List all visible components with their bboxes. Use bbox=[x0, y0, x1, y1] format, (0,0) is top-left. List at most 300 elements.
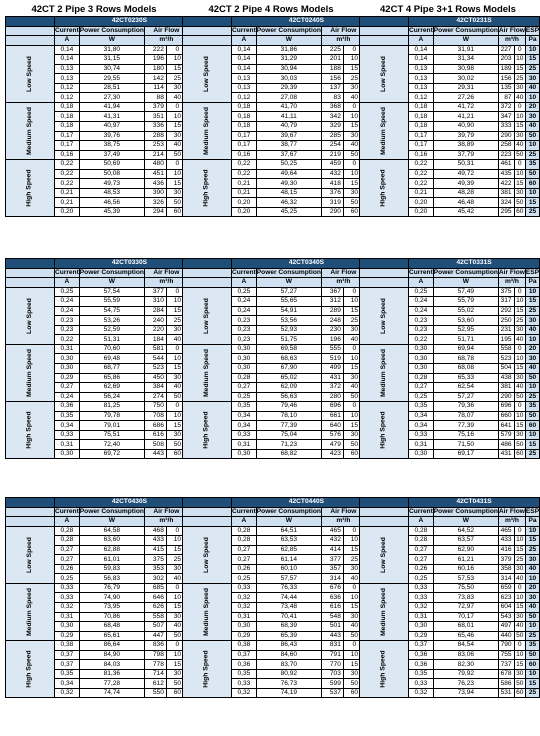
esp-value: 25 bbox=[516, 555, 524, 563]
esp-column-value: 10 bbox=[525, 669, 539, 679]
esp-column-value: 10 bbox=[525, 335, 539, 345]
header-power: Power Consumption bbox=[433, 26, 498, 34]
esp-value: 10 bbox=[166, 55, 188, 65]
airflow-value: 422 bbox=[498, 179, 514, 189]
airflow-value: 499 bbox=[321, 364, 343, 374]
table-row bbox=[6, 45, 205, 55]
current-value: 0,14 bbox=[231, 45, 256, 55]
current-value: 0,27 bbox=[54, 383, 79, 393]
model-cell-blank bbox=[360, 498, 409, 508]
current-value: 0,27 bbox=[231, 383, 256, 393]
unit-current: A bbox=[231, 36, 256, 46]
speed-label bbox=[183, 583, 232, 640]
current-value: 0,23 bbox=[54, 325, 79, 335]
power-value: 77,39 bbox=[256, 421, 321, 431]
power-value: 46,48 bbox=[433, 198, 498, 208]
current-value: 0,30 bbox=[408, 622, 433, 632]
current-value: 0,27 bbox=[54, 545, 79, 555]
airflow-value: 376 bbox=[321, 188, 343, 198]
airflow-value: 196 bbox=[144, 55, 166, 65]
current-value: 0,30 bbox=[54, 354, 79, 364]
esp-value: 30 bbox=[343, 430, 365, 440]
header-current: Current bbox=[231, 26, 256, 34]
esp-value: 15 bbox=[516, 122, 524, 130]
unit-current: A bbox=[231, 517, 256, 527]
speed-label-text: High Speed bbox=[25, 650, 33, 689]
header-current: Current bbox=[408, 268, 433, 276]
power-value: 31,34 bbox=[433, 55, 498, 65]
model-cell-blank bbox=[183, 17, 232, 27]
power-value: 73,48 bbox=[256, 603, 321, 613]
current-value: 0,16 bbox=[231, 150, 256, 160]
performance-table bbox=[182, 497, 382, 698]
airflow-value: 641 bbox=[498, 421, 514, 431]
current-value: 0,36 bbox=[231, 660, 256, 670]
esp-column-value: 25 bbox=[525, 631, 539, 641]
speed-label-text: High Speed bbox=[25, 169, 33, 208]
model-cell-blank bbox=[360, 17, 409, 27]
power-value: 37,67 bbox=[256, 150, 321, 160]
unit-current: A bbox=[54, 36, 79, 46]
esp-value: 15 bbox=[516, 364, 524, 372]
current-value: 0,32 bbox=[231, 593, 256, 603]
airflow-value: 222 bbox=[144, 45, 166, 55]
airflow-value: 326 bbox=[144, 198, 166, 208]
power-value: 46,56 bbox=[79, 198, 144, 208]
power-value: 30,03 bbox=[256, 74, 321, 84]
current-value: 0,22 bbox=[231, 160, 256, 170]
airflow-value: 284 bbox=[144, 306, 166, 316]
esp-value: 15 bbox=[516, 65, 524, 72]
power-value: 61,21 bbox=[433, 555, 498, 565]
unit-airflow: m³/h bbox=[321, 517, 365, 527]
power-value: 70,86 bbox=[79, 612, 144, 622]
esp-value: 15 bbox=[343, 603, 365, 613]
speed-label-text: High Speed bbox=[25, 411, 33, 450]
esp-value: 0 bbox=[343, 402, 365, 412]
airflow-value: 479 bbox=[321, 440, 343, 450]
esp-value: 0 bbox=[514, 160, 525, 170]
header-airflow: Air Flow bbox=[321, 26, 365, 36]
airflow-value: 156 bbox=[498, 74, 514, 84]
header-power: Power Consumption bbox=[433, 268, 498, 276]
airflow-value: 432 bbox=[321, 169, 343, 179]
esp-column-value: 40 bbox=[525, 325, 539, 335]
speed-label-text: Medium Speed bbox=[379, 588, 387, 637]
esp-value: 25 bbox=[516, 74, 524, 82]
table-row bbox=[6, 526, 205, 536]
speed-label bbox=[360, 402, 409, 459]
current-value: 0,31 bbox=[408, 612, 433, 622]
airflow-value: 604 bbox=[498, 603, 514, 613]
unit-airflow: m³/h bbox=[498, 278, 525, 288]
airflow-value: 423 bbox=[321, 449, 343, 459]
current-value: 0,22 bbox=[408, 179, 433, 189]
power-value: 76,33 bbox=[256, 583, 321, 593]
table-row bbox=[360, 526, 540, 536]
airflow-value: 755 bbox=[498, 650, 514, 660]
power-value: 86,43 bbox=[256, 641, 321, 651]
power-value: 45,39 bbox=[79, 207, 144, 217]
power-value: 62,88 bbox=[79, 545, 144, 555]
header-blank bbox=[360, 268, 409, 278]
airflow-value: 310 bbox=[144, 297, 166, 307]
speed-label bbox=[183, 526, 232, 583]
speed-label bbox=[360, 583, 409, 640]
speed-label-text: High Speed bbox=[202, 411, 210, 450]
power-value: 29,55 bbox=[79, 74, 144, 84]
airflow-value: 375 bbox=[498, 287, 514, 297]
speed-label-text: Low Speed bbox=[25, 536, 33, 573]
table-row bbox=[183, 583, 382, 593]
performance-table bbox=[359, 497, 540, 698]
power-value: 75,04 bbox=[256, 430, 321, 440]
airflow-value: 357 bbox=[321, 564, 343, 574]
power-value: 57,54 bbox=[79, 287, 144, 297]
current-value: 0,12 bbox=[54, 93, 79, 103]
speed-label bbox=[360, 45, 409, 102]
speed-label bbox=[6, 641, 55, 698]
speed-label bbox=[183, 287, 232, 344]
current-value: 0,36 bbox=[408, 660, 433, 670]
power-value: 41,72 bbox=[433, 102, 498, 112]
airflow-value: 508 bbox=[144, 440, 166, 450]
table-row bbox=[6, 102, 205, 112]
airflow-value: 836 bbox=[144, 641, 166, 651]
current-value: 0,38 bbox=[231, 641, 256, 651]
power-value: 59,83 bbox=[79, 564, 144, 574]
esp-value: 50 bbox=[343, 150, 365, 160]
current-value: 0,30 bbox=[231, 449, 256, 459]
current-value: 0,24 bbox=[231, 297, 256, 307]
airflow-value: 435 bbox=[498, 169, 514, 179]
current-value: 0,14 bbox=[54, 45, 79, 55]
esp-value: 0 bbox=[166, 583, 188, 593]
esp-value: 15 bbox=[166, 545, 188, 555]
esp-value: 15 bbox=[166, 421, 188, 431]
esp-value: 60 bbox=[166, 207, 188, 217]
current-value: 0,33 bbox=[231, 430, 256, 440]
esp-column-value: 10 bbox=[525, 141, 539, 151]
current-value: 0,24 bbox=[54, 392, 79, 402]
esp-column-value: 30 bbox=[525, 593, 539, 603]
esp-value: 15 bbox=[343, 179, 365, 189]
model-cell-blank bbox=[6, 498, 55, 508]
power-value: 49,73 bbox=[79, 179, 144, 189]
current-value: 0,18 bbox=[408, 122, 433, 132]
power-value: 68,08 bbox=[433, 364, 498, 374]
airflow-value: 381 bbox=[498, 383, 514, 393]
current-value: 0,25 bbox=[54, 287, 79, 297]
esp-column-value: 40 bbox=[525, 364, 539, 374]
power-value: 45,42 bbox=[433, 207, 498, 217]
header-airflow: Air Flow bbox=[144, 26, 188, 36]
performance-table bbox=[5, 258, 205, 459]
esp-value: 30 bbox=[166, 83, 188, 93]
power-value: 38,89 bbox=[433, 141, 498, 151]
table-row bbox=[6, 160, 205, 170]
power-value: 79,01 bbox=[79, 421, 144, 431]
esp-column-value: 25 bbox=[525, 392, 539, 402]
unit-power: W bbox=[79, 36, 144, 46]
power-value: 78,07 bbox=[433, 411, 498, 421]
esp-value: 30 bbox=[343, 83, 365, 93]
airflow-value: 294 bbox=[144, 207, 166, 217]
power-value: 67,90 bbox=[256, 364, 321, 374]
airflow-value: 188 bbox=[321, 64, 343, 74]
speed-label bbox=[183, 102, 232, 159]
unit-blank bbox=[360, 278, 409, 288]
esp-value: 15 bbox=[343, 660, 365, 670]
table-row bbox=[6, 402, 205, 412]
esp-value: 15 bbox=[166, 179, 188, 189]
current-value: 0,27 bbox=[54, 555, 79, 565]
airflow-value: 285 bbox=[321, 131, 343, 141]
esp-column-value: 10 bbox=[525, 622, 539, 632]
power-value: 57,27 bbox=[433, 392, 498, 402]
unit-current: A bbox=[54, 517, 79, 527]
airflow-value: 225 bbox=[321, 45, 343, 55]
current-value: 0,23 bbox=[231, 325, 256, 335]
esp-value: 10 bbox=[516, 412, 524, 420]
airflow-value: 220 bbox=[144, 325, 166, 335]
header-power: Power Consumption bbox=[256, 268, 321, 276]
airflow-value: 254 bbox=[321, 141, 343, 151]
airflow-value: 459 bbox=[321, 160, 343, 170]
model-name: 42CT0230S bbox=[54, 17, 204, 27]
model-name: 42CT0331S bbox=[408, 259, 539, 269]
power-value: 55,65 bbox=[256, 297, 321, 307]
header-blank bbox=[6, 268, 55, 278]
airflow-value: 431 bbox=[321, 373, 343, 383]
airflow-value: 290 bbox=[498, 392, 514, 402]
table-row bbox=[360, 287, 540, 297]
power-value: 72,97 bbox=[433, 603, 498, 613]
esp-column-value: 30 bbox=[525, 112, 539, 122]
power-value: 29,31 bbox=[433, 83, 498, 93]
esp-value: 40 bbox=[343, 141, 365, 151]
speed-label-text: Low Speed bbox=[202, 297, 210, 334]
airflow-value: 548 bbox=[321, 612, 343, 622]
power-value: 65,02 bbox=[256, 373, 321, 383]
esp-column-value: 15 bbox=[525, 536, 539, 546]
current-value: 0,23 bbox=[408, 325, 433, 335]
esp-value: 10 bbox=[343, 112, 365, 122]
esp-value: 10 bbox=[343, 55, 365, 65]
power-value: 77,39 bbox=[433, 421, 498, 431]
esp-value: 60 bbox=[516, 689, 524, 697]
current-value: 0,35 bbox=[54, 411, 79, 421]
esp-value: 30 bbox=[516, 373, 524, 381]
power-value: 54,75 bbox=[79, 306, 144, 316]
esp-column-value: 15 bbox=[525, 679, 539, 689]
esp-value: 10 bbox=[166, 536, 188, 546]
esp-value: 50 bbox=[516, 679, 524, 687]
current-value: 0,26 bbox=[408, 564, 433, 574]
speed-label bbox=[360, 160, 409, 217]
airflow-value: 486 bbox=[498, 440, 514, 450]
power-value: 39,76 bbox=[79, 131, 144, 141]
esp-column-value: 10 bbox=[525, 430, 539, 440]
unit-power: W bbox=[433, 517, 498, 527]
current-value: 0,28 bbox=[231, 526, 256, 536]
airflow-value: 375 bbox=[144, 555, 166, 565]
header-current: Current bbox=[231, 268, 256, 276]
power-value: 81,36 bbox=[79, 669, 144, 679]
power-value: 30,98 bbox=[433, 64, 498, 74]
esp-value: 30 bbox=[166, 612, 188, 622]
airflow-value: 329 bbox=[321, 122, 343, 132]
current-value: 0,30 bbox=[231, 344, 256, 354]
power-value: 50,08 bbox=[79, 169, 144, 179]
airflow-value: 676 bbox=[321, 583, 343, 593]
current-value: 0,33 bbox=[54, 593, 79, 603]
current-value: 0,37 bbox=[54, 650, 79, 660]
current-value: 0,25 bbox=[231, 287, 256, 297]
current-value: 0,12 bbox=[54, 83, 79, 93]
table-row bbox=[360, 102, 540, 112]
table-row bbox=[360, 45, 540, 55]
esp-value: 30 bbox=[343, 188, 365, 198]
esp-column-value: 15 bbox=[525, 198, 539, 208]
airflow-value: 253 bbox=[144, 141, 166, 151]
power-value: 52,95 bbox=[433, 325, 498, 335]
current-value: 0,30 bbox=[54, 364, 79, 374]
esp-value: 50 bbox=[343, 631, 365, 641]
esp-value: 30 bbox=[166, 430, 188, 440]
performance-table bbox=[359, 258, 540, 459]
esp-value: 15 bbox=[343, 64, 365, 74]
esp-column-value: 30 bbox=[525, 74, 539, 84]
table-row bbox=[183, 45, 382, 55]
current-value: 0,23 bbox=[408, 316, 433, 326]
unit-esp: Pa bbox=[525, 517, 539, 527]
esp-column-value: 10 bbox=[525, 93, 539, 103]
current-value: 0,36 bbox=[54, 402, 79, 412]
esp-column-value: 60 bbox=[525, 179, 539, 189]
unit-power: W bbox=[433, 36, 498, 46]
esp-value: 15 bbox=[343, 421, 365, 431]
current-value: 0,32 bbox=[408, 688, 433, 698]
airflow-value: 468 bbox=[144, 526, 166, 536]
power-value: 75,16 bbox=[433, 430, 498, 440]
airflow-value: 432 bbox=[321, 536, 343, 546]
airflow-value: 791 bbox=[321, 650, 343, 660]
airflow-value: 195 bbox=[498, 335, 514, 345]
model-name: 42CT0430S bbox=[54, 498, 204, 508]
esp-value: 40 bbox=[166, 383, 188, 393]
power-value: 83,70 bbox=[256, 660, 321, 670]
header-power: Power Consumption bbox=[256, 507, 321, 515]
esp-value: 40 bbox=[343, 622, 365, 632]
header-current: Current bbox=[231, 507, 256, 515]
esp-value: 0 bbox=[343, 102, 365, 112]
esp-value: 50 bbox=[516, 392, 524, 400]
header-current: Current bbox=[54, 268, 79, 276]
current-value: 0,32 bbox=[231, 603, 256, 613]
esp-value: 50 bbox=[166, 631, 188, 641]
speed-label bbox=[360, 344, 409, 401]
current-value: 0,31 bbox=[54, 440, 79, 450]
airflow-value: 280 bbox=[321, 392, 343, 402]
unit-current: A bbox=[54, 278, 79, 288]
current-value: 0,33 bbox=[231, 583, 256, 593]
esp-value: 10 bbox=[166, 297, 188, 307]
esp-column-value: 30 bbox=[525, 555, 539, 565]
airflow-value: 248 bbox=[321, 316, 343, 326]
power-value: 53,26 bbox=[79, 316, 144, 326]
speed-label-text: Medium Speed bbox=[202, 349, 210, 398]
current-value: 0,23 bbox=[231, 316, 256, 326]
current-value: 0,31 bbox=[54, 612, 79, 622]
airflow-value: 703 bbox=[321, 669, 343, 679]
power-value: 76,23 bbox=[433, 679, 498, 689]
header-current: Current bbox=[54, 507, 79, 515]
speed-label bbox=[183, 402, 232, 459]
current-value: 0,29 bbox=[54, 631, 79, 641]
speed-label-text: Medium Speed bbox=[25, 588, 33, 637]
esp-value: 50 bbox=[166, 440, 188, 450]
power-value: 63,53 bbox=[256, 536, 321, 546]
power-value: 64,58 bbox=[79, 526, 144, 536]
airflow-value: 416 bbox=[498, 545, 514, 555]
airflow-value: 142 bbox=[144, 74, 166, 84]
power-value: 69,58 bbox=[256, 344, 321, 354]
model-cell-blank bbox=[183, 498, 232, 508]
table-row bbox=[183, 102, 382, 112]
current-value: 0,18 bbox=[54, 122, 79, 132]
table-row bbox=[183, 160, 382, 170]
unit-power: W bbox=[256, 278, 321, 288]
power-value: 55,59 bbox=[79, 297, 144, 307]
power-value: 45,25 bbox=[256, 207, 321, 217]
esp-value: 30 bbox=[516, 326, 524, 334]
esp-value: 10 bbox=[516, 55, 524, 63]
current-value: 0,26 bbox=[231, 564, 256, 574]
esp-value: 50 bbox=[516, 440, 524, 448]
table-row bbox=[360, 402, 540, 412]
power-value: 40,79 bbox=[256, 122, 321, 132]
esp-value: 0 bbox=[514, 45, 525, 55]
unit-current: A bbox=[408, 36, 433, 46]
current-value: 0,28 bbox=[231, 373, 256, 383]
current-value: 0,30 bbox=[408, 364, 433, 374]
power-value: 84,54 bbox=[433, 641, 498, 651]
airflow-value: 451 bbox=[144, 169, 166, 179]
airflow-value: 114 bbox=[144, 83, 166, 93]
airflow-value: 414 bbox=[321, 545, 343, 555]
performance-table bbox=[182, 16, 382, 217]
airflow-value: 137 bbox=[321, 83, 343, 93]
header-esp: ESP bbox=[525, 268, 540, 276]
esp-value: 25 bbox=[166, 316, 188, 326]
current-value: 0,22 bbox=[408, 160, 433, 170]
airflow-value: 581 bbox=[144, 344, 166, 354]
power-value: 69,72 bbox=[79, 449, 144, 459]
power-value: 31,15 bbox=[79, 55, 144, 65]
airflow-value: 223 bbox=[498, 150, 514, 160]
esp-value: 0 bbox=[166, 287, 188, 297]
current-value: 0,13 bbox=[408, 74, 433, 84]
table-row bbox=[183, 526, 382, 536]
power-value: 79,36 bbox=[433, 402, 498, 412]
esp-value: 10 bbox=[166, 112, 188, 122]
power-value: 38,77 bbox=[256, 141, 321, 151]
esp-value: 30 bbox=[343, 373, 365, 383]
esp-value: 50 bbox=[516, 150, 524, 158]
power-value: 27,30 bbox=[79, 93, 144, 103]
esp-value: 0 bbox=[166, 641, 188, 651]
